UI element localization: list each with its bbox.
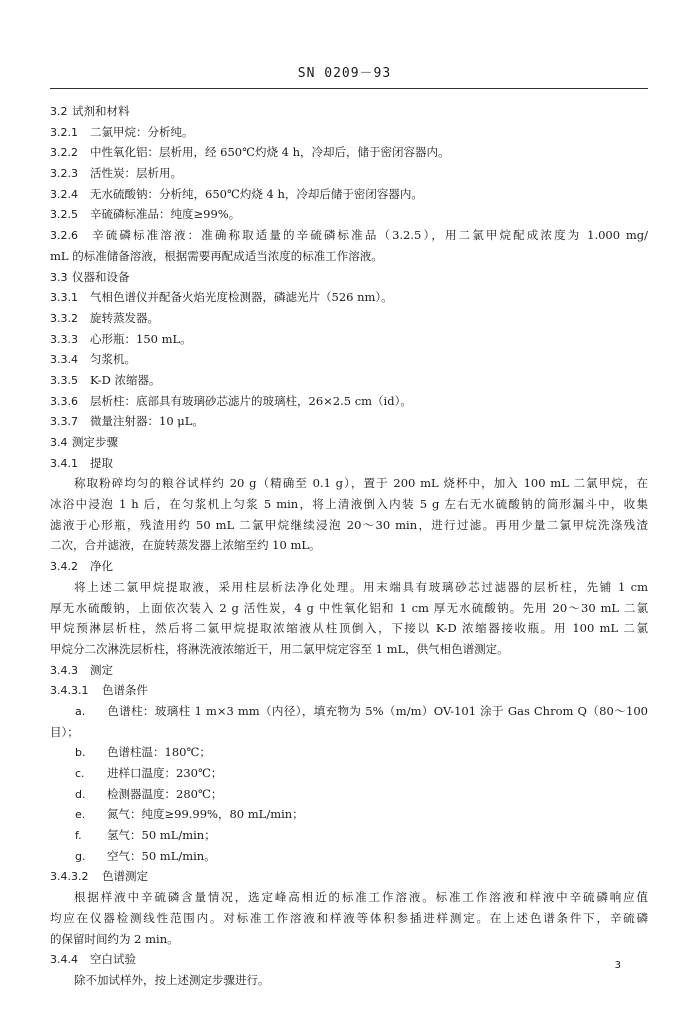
line-text: 均应在仪器检测线性范围内。对标准工作溶液和样液等体积参插进样测定。在上述色谱条件下，辛硫磷 xyxy=(50,910,648,925)
clause-number: 3.4.3 xyxy=(50,663,78,677)
line-text: 二次，合并滤液，在旋转蒸发器上浓缩至约 10 mL。 xyxy=(50,538,321,553)
list-item xyxy=(50,784,648,805)
subsection-line xyxy=(50,225,648,246)
subsection-line xyxy=(50,329,648,350)
line-text: 微量注射器：10 μL。 xyxy=(90,414,204,429)
line-text: 提取 xyxy=(90,455,113,470)
paragraph-line xyxy=(50,908,648,929)
line-text: 色谱条件 xyxy=(102,683,148,698)
line-text: 根据样液中辛硫磷含量情况，选定峰高相近的标准工作溶液。标准工作溶液和样液中辛硫磷响应值 xyxy=(74,890,648,905)
subsection-line xyxy=(50,556,648,577)
subsection-line xyxy=(50,308,648,329)
clause-number: 3.3.4 xyxy=(50,353,78,367)
section-heading xyxy=(50,432,648,453)
line-text: 辛硫磷标准溶液：准确称取适量的辛硫磷标准品（3.2.5），用二氯甲烷配成浓度为 1.000 mg/ xyxy=(90,228,648,243)
clause-number: 3.4.3.2 xyxy=(50,870,89,884)
section-heading xyxy=(50,267,648,288)
clause-number: 3.2.1 xyxy=(50,125,78,139)
subsection-line xyxy=(50,122,648,143)
subsection-line xyxy=(50,184,648,205)
line-text: 厚无水硫酸钠，上面依次装入 2 g 活性炭，4 g 中性氧化铝和 1 cm 厚无水硫酸钠。先用 20～30 mL 二氯 xyxy=(50,600,648,615)
list-item xyxy=(50,742,648,763)
clause-number: e. xyxy=(75,808,86,822)
clause-number: a. xyxy=(75,704,86,718)
paragraph-line xyxy=(50,535,648,556)
paragraph-line xyxy=(50,618,648,639)
subsection-line xyxy=(50,391,648,412)
subsection-line xyxy=(50,453,648,474)
subsection-line xyxy=(50,370,648,391)
clause-number: 3.4.1 xyxy=(50,456,78,470)
subsection-line xyxy=(50,204,648,225)
clause-number: 3.3.1 xyxy=(50,291,78,305)
subsection-line xyxy=(50,142,648,163)
clause-number: 3.2.6 xyxy=(50,229,78,243)
clause-number: 3.3.5 xyxy=(50,373,78,387)
subsection-line xyxy=(50,660,648,681)
line-text: 心形瓶：150 mL。 xyxy=(90,331,192,346)
line-text: 试剂和材料 xyxy=(72,104,130,118)
section-heading xyxy=(50,101,648,122)
line-text: 活性炭：层析用。 xyxy=(90,166,182,181)
clause-number: 3.3.6 xyxy=(50,394,78,408)
subsubsection-heading xyxy=(50,680,648,701)
clause-number: 3.4.2 xyxy=(50,560,78,574)
line-text: 称取粉碎均匀的粮谷试样约 20 g（精确至 0.1 g），置于 200 mL 烧杯中，加入 100 mL 二氯甲烷，在 xyxy=(74,476,648,491)
line-text: 氢气：50 mL/min； xyxy=(107,828,216,843)
list-item xyxy=(50,804,648,825)
line-text: 将上述二氯甲烷提取液，采用柱层析法净化处理。用末端具有玻璃砂芯过滤器的层析柱，先铺 1 cm xyxy=(74,579,648,594)
clause-number: 3.3.2 xyxy=(50,311,78,325)
subsubsection-heading xyxy=(50,866,648,887)
page-number: 3 xyxy=(614,960,621,971)
line-text: 无水硫酸钠：分析纯，650℃灼烧 4 h，冷却后储于密闭容器内。 xyxy=(90,186,423,201)
line-text: 色谱柱温：180℃； xyxy=(107,745,211,760)
subsection-line xyxy=(50,949,648,970)
line-text: 仪器和设备 xyxy=(72,269,130,284)
paragraph-line xyxy=(50,887,648,908)
line-text: 辛硫磷标准品：纯度≥99%。 xyxy=(90,207,241,222)
line-text: 二氯甲烷：分析纯。 xyxy=(90,124,194,139)
line-text: 冰浴中浸泡 1 h 后，在匀浆机上匀浆 5 min，将上清液倒入内装 5 g 左右无水硫酸钠的筒形漏斗中，收集 xyxy=(50,497,648,512)
line-text: 测定步骤 xyxy=(72,435,118,449)
paragraph-line xyxy=(50,577,648,598)
line-text: 中性氧化铝：层析用，经 650℃灼烧 4 h，冷却后，储于密闭容器内。 xyxy=(90,145,450,160)
line-text: 进样口温度：230℃； xyxy=(107,766,223,780)
subsection-line xyxy=(50,349,648,370)
standard-code-header: SN 0209－93 xyxy=(297,66,392,81)
subsection-line xyxy=(50,411,648,432)
line-text: 检测器温度：280℃； xyxy=(107,786,223,801)
clause-number: 3.3.3 xyxy=(50,332,78,346)
clause-number: 3.2.5 xyxy=(50,208,78,222)
line-text: 层析柱：底部具有玻璃砂芯滤片的玻璃柱，26×2.5 cm（id）。 xyxy=(90,393,412,408)
clause-number: 3.3 xyxy=(50,270,68,284)
clause-number: c. xyxy=(75,767,85,780)
line-text: 气相色谱仪并配备火焰光度检测器，磷滤光片（526 nm）。 xyxy=(90,290,393,305)
clause-number: 3.2 xyxy=(50,105,68,118)
paragraph-line xyxy=(50,722,648,743)
line-text: 目）； xyxy=(50,724,79,739)
line-text: 净化 xyxy=(90,559,113,574)
line-text: 空气：50 mL/min。 xyxy=(107,848,216,863)
clause-number: 3.4 xyxy=(50,436,68,449)
paragraph-line xyxy=(50,515,648,536)
list-item xyxy=(50,701,648,722)
line-text: 氮气：纯度≥99.99%，80 mL/min； xyxy=(107,807,304,822)
clause-number: 3.2.4 xyxy=(50,187,78,201)
subsection-line xyxy=(50,163,648,184)
line-text: 滤液于心形瓶，残渣用约 50 mL 二氯甲烷继续浸泡 20～30 min，进行过滤。再用少量二氯甲烷洗涤残渣 xyxy=(50,517,648,532)
paragraph-line xyxy=(50,598,648,619)
clause-number: 3.2.2 xyxy=(50,146,78,160)
line-text: K-D 浓缩器。 xyxy=(90,372,161,387)
clause-number: 3.4.3.1 xyxy=(50,684,89,698)
clause-number: 3.4.4 xyxy=(50,953,78,967)
line-text: 的保留时间约为 2 min。 xyxy=(50,931,179,946)
paragraph-line xyxy=(50,639,648,660)
clause-number: b. xyxy=(75,746,86,760)
list-item xyxy=(50,846,648,867)
clause-number: 3.2.3 xyxy=(50,167,78,181)
clause-number: 3.3.7 xyxy=(50,415,78,429)
paragraph-line xyxy=(50,970,648,991)
paragraph-line xyxy=(50,494,648,515)
line-text: mL 的标准储备溶液，根据需要再配成适当浓度的标准工作溶液。 xyxy=(50,248,383,263)
clause-number: d. xyxy=(75,787,86,801)
clause-number: g. xyxy=(75,849,86,863)
line-text: 匀浆机。 xyxy=(90,352,136,367)
line-text: 甲烷预淋层析柱，然后将二氯甲烷提取浓缩液从柱顶倒入，下接以 K-D 浓缩器接收瓶。用 100 mL 二氯 xyxy=(50,621,648,636)
document-body xyxy=(50,101,648,991)
header-rule xyxy=(50,88,648,89)
line-text: 除不加试样外，按上述测定步骤进行。 xyxy=(74,972,270,987)
paragraph-line xyxy=(50,473,648,494)
line-text: 色谱测定 xyxy=(102,869,148,884)
list-item xyxy=(50,825,648,846)
paragraph-line xyxy=(50,246,648,267)
line-text: 测定 xyxy=(90,662,113,677)
line-text: 甲烷分二次淋洗层析柱，将淋洗液浓缩近干，用二氯甲烷定容至 1 mL，供气相色谱测定。 xyxy=(50,641,509,656)
clause-number: f. xyxy=(75,829,82,843)
subsection-line xyxy=(50,287,648,308)
line-text: 色谱柱：玻璃柱 1 m×3 mm（内径），填充物为 5%（m/m）OV-101 涂于 Gas Chrom Q（80～100 xyxy=(107,703,648,718)
line-text: 旋转蒸发器。 xyxy=(90,310,159,325)
line-text: 空白试验 xyxy=(90,952,136,967)
paragraph-line xyxy=(50,929,648,950)
list-item xyxy=(50,763,648,784)
